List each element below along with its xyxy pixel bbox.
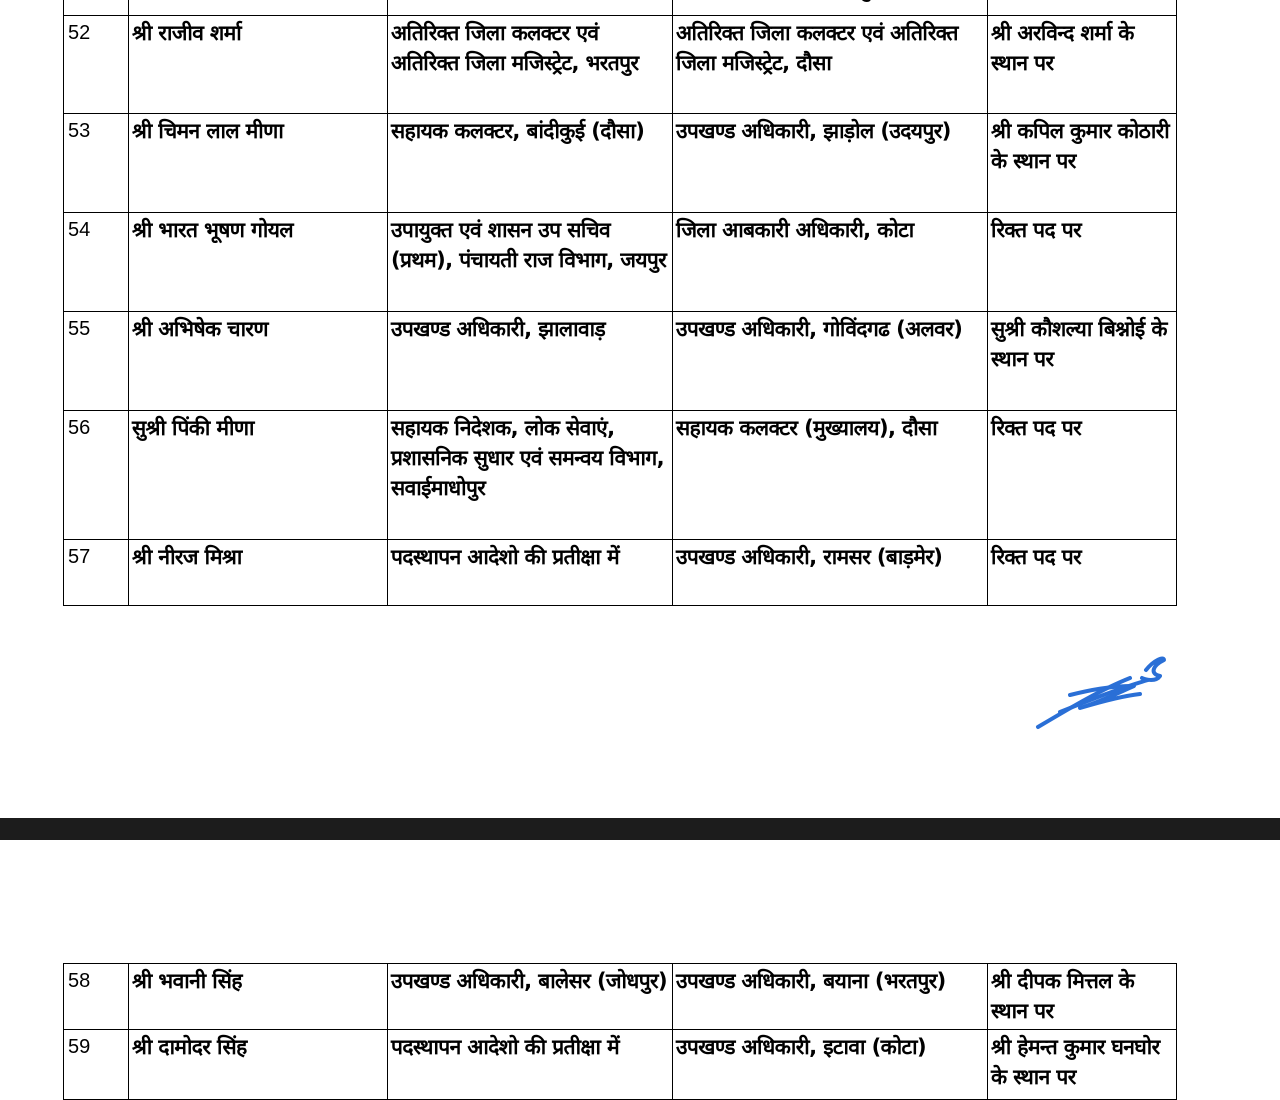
cell-from: उपखण्ड अधिकारी, झालावाड़ — [388, 312, 673, 411]
cell-remark: रिक्त पद पर — [988, 540, 1177, 606]
cell-name — [129, 0, 388, 16]
cell-name: श्री राजीव शर्मा — [129, 16, 388, 114]
cell-name: श्री भारत भूषण गोयल — [129, 213, 388, 312]
table-row — [64, 964, 1177, 1030]
cell-remark: श्री दीपक मित्तल के स्थान पर — [988, 964, 1177, 1030]
cell-sno — [64, 0, 129, 16]
cell-sno: 55 — [64, 312, 129, 411]
cell-sno: 58 — [64, 964, 129, 1030]
page-separator — [0, 818, 1280, 840]
cell-from: उपायुक्त एवं शासन उप सचिव (प्रथम), पंचायती राज विभाग, जयपुर — [388, 213, 673, 312]
cell-name: सुश्री पिंकी मीणा — [129, 411, 388, 540]
cell-remark: श्री हेमन्त कुमार घनघोर के स्थान पर — [988, 1030, 1177, 1100]
signature-mark — [1030, 650, 1170, 735]
cell-remark — [988, 0, 1177, 16]
table-row — [64, 114, 1177, 213]
cell-sno: 54 — [64, 213, 129, 312]
cell-sno: 52 — [64, 16, 129, 114]
cell-remark: श्री अरविन्द शर्मा के स्थान पर — [988, 16, 1177, 114]
table-row — [64, 16, 1177, 114]
cell-name: श्री अभिषेक चारण — [129, 312, 388, 411]
table-row — [64, 1030, 1177, 1100]
table-row — [64, 540, 1177, 606]
cell-remark: रिक्त पद पर — [988, 213, 1177, 312]
document-page-bottom — [0, 840, 1280, 1093]
cell-from: उपखण्ड अधिकारी, बालेसर (जोधपुर) — [388, 964, 673, 1030]
transfer-table-bottom — [63, 963, 1177, 1100]
cell-from — [388, 0, 673, 16]
cell-remark: रिक्त पद पर — [988, 411, 1177, 540]
transfer-table-top — [63, 0, 1177, 606]
cell-from: सहायक कलक्टर, बांदीकुई (दौसा) — [388, 114, 673, 213]
table-row — [64, 411, 1177, 540]
cell-to: उपखण्ड अधिकारी, बयाना (भरतपुर) — [673, 964, 988, 1030]
table-row — [64, 213, 1177, 312]
cell-to: उपखण्ड अधिकारी, रामसर (बाड़मेर) — [673, 540, 988, 606]
cell-from: पदस्थापन आदेशो की प्रतीक्षा में — [388, 1030, 673, 1100]
cell-name: श्री दामोदर सिंह — [129, 1030, 388, 1100]
cell-sno: 56 — [64, 411, 129, 540]
cell-to — [673, 0, 988, 16]
cell-to: उपखण्ड अधिकारी, इटावा (कोटा) — [673, 1030, 988, 1100]
cell-from: सहायक निदेशक, लोक सेवाएं, प्रशासनिक सुधार एवं समन्वय विभाग, सवाईमाधोपुर — [388, 411, 673, 540]
cell-to: उपखण्ड अधिकारी, गोविंदगढ (अलवर) — [673, 312, 988, 411]
cell-to: अतिरिक्त जिला कलक्टर एवं अतिरिक्त जिला मजिस्ट्रेट, दौसा — [673, 16, 988, 114]
table-row-partial — [64, 0, 1177, 16]
cell-remark: श्री कपिल कुमार कोठारी के स्थान पर — [988, 114, 1177, 213]
cell-name: श्री भवानी सिंह — [129, 964, 388, 1030]
cell-remark: सुश्री कौशल्या बिश्नोई के स्थान पर — [988, 312, 1177, 411]
table-row — [64, 312, 1177, 411]
cell-sno: 57 — [64, 540, 129, 606]
cell-to: उपखण्ड अधिकारी, झाड़ोल (उदयपुर) — [673, 114, 988, 213]
cell-sno: 53 — [64, 114, 129, 213]
cell-name: श्री नीरज मिश्रा — [129, 540, 388, 606]
cell-sno: 59 — [64, 1030, 129, 1100]
cell-to: जिला आबकारी अधिकारी, कोटा — [673, 213, 988, 312]
cell-from: अतिरिक्त जिला कलक्टर एवं अतिरिक्त जिला मजिस्ट्रेट, भरतपुर — [388, 16, 673, 114]
cell-name: श्री चिमन लाल मीणा — [129, 114, 388, 213]
cell-to: सहायक कलक्टर (मुख्यालय), दौसा — [673, 411, 988, 540]
cell-from: पदस्थापन आदेशो की प्रतीक्षा में — [388, 540, 673, 606]
